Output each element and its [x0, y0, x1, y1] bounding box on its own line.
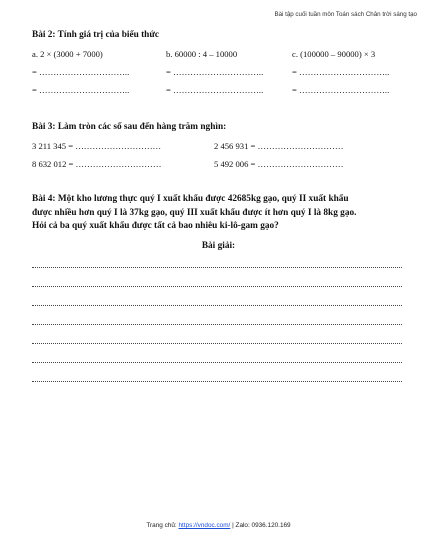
- solution-label: Bài giải:: [201, 241, 236, 251]
- problem-line: được nhiều hơn quý I là 37kg gạo, quý III xuất khẩu được ít hơn quý I là 8kg gạo.: [32, 207, 357, 218]
- answer-dotted-line: [32, 362, 402, 363]
- answer-dotted-line: [32, 286, 402, 287]
- page-header: Bài tập cuối tuần môn Toán sách Chân trời sáng tạo: [274, 11, 417, 18]
- answer-blank: = …………………………..: [292, 85, 390, 95]
- answer-dotted-line: [32, 267, 402, 268]
- problem-line: Bài 4: Một kho lương thực quý I xuất khẩu được 42685kg gạo, quý II xuất khẩu: [32, 194, 349, 204]
- answer-blank: = …………………………..: [166, 67, 264, 77]
- answer-dotted-line: [32, 305, 402, 306]
- exercise-4-problem: [32, 193, 407, 234]
- page-footer: [0, 522, 437, 529]
- answer-blank: = …………………………..: [32, 85, 130, 95]
- expression-a: a. 2 × (3000 + 7000): [32, 49, 103, 59]
- rounding-item: 2 456 931 = …………………………: [214, 141, 344, 151]
- expression-b: b. 60000 : 4 – 10000: [166, 49, 238, 59]
- exercise-3-title: Bài 3: Làm tròn các số sau đến hàng trăm nghìn:: [32, 122, 227, 132]
- answer-blank: = …………………………..: [32, 67, 130, 77]
- exercise-2-title: Bài 2: Tính giá trị của biểu thức: [32, 30, 160, 40]
- answer-blank: = …………………………..: [166, 85, 264, 95]
- rounding-item: 8 632 012 = …………………………: [32, 159, 162, 169]
- answer-dotted-line: [32, 343, 402, 344]
- answer-dotted-line: [32, 324, 402, 325]
- footer-contact: | Zalo: 0936.120.169: [230, 522, 291, 529]
- answer-blank: = …………………………..: [292, 67, 390, 77]
- rounding-item: 3 211 345 = …………………………: [32, 141, 162, 151]
- homepage-link[interactable]: https://vndoc.com/: [178, 522, 231, 529]
- rounding-item: 5 492 006 = …………………………: [214, 159, 344, 169]
- answer-dotted-line: [32, 381, 402, 382]
- expression-c: c. (100000 – 90000) × 3: [292, 49, 376, 59]
- problem-line: Hỏi cả ba quý xuất khẩu được tất cả bao nhiêu ki-lô-gam gạo?: [32, 221, 279, 231]
- footer-prefix: Trang chủ:: [146, 522, 179, 529]
